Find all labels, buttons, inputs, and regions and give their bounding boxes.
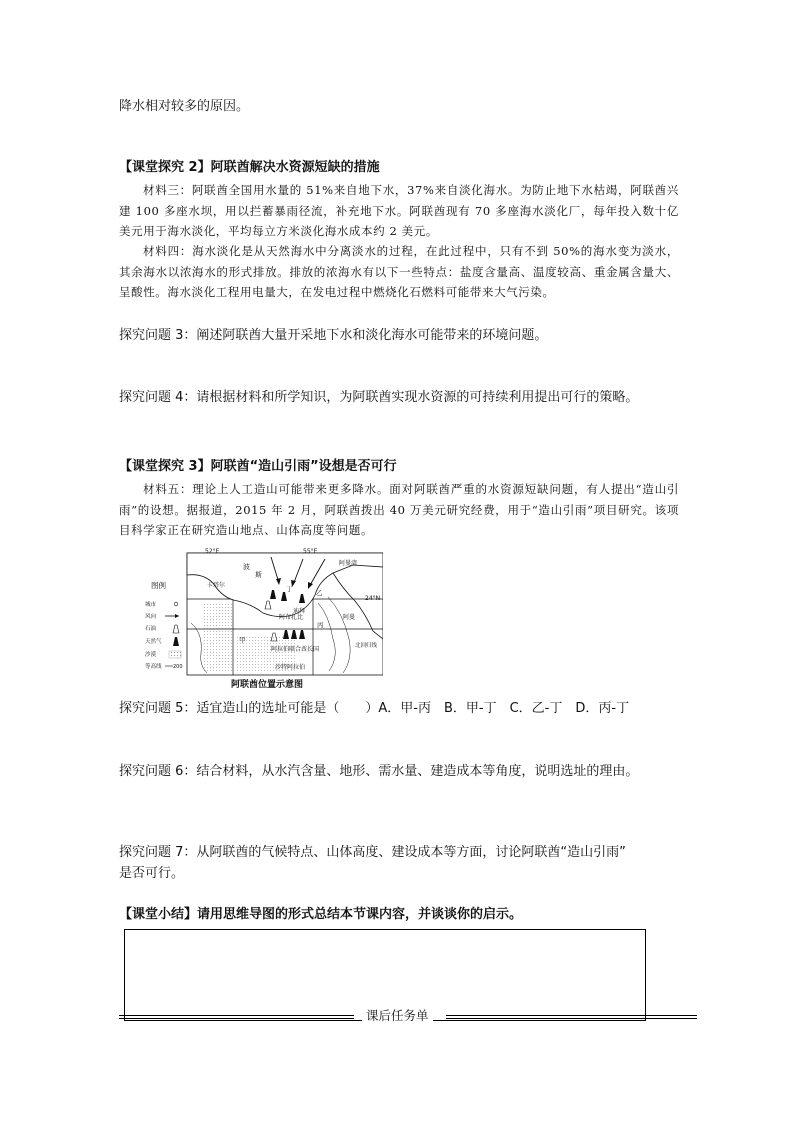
intro-tail-text: 降水相对较多的原因。 xyxy=(119,99,250,114)
uae-location-map xyxy=(143,543,383,690)
gulf-label-a: 波 xyxy=(243,563,250,571)
question-3: 探究问题 3：阐述阿联酋大量开采地下水和淡化海水可能带来的环境问题。 xyxy=(119,328,548,343)
legend-title: 图例 xyxy=(151,581,166,590)
summary-heading: 【课堂小结】请用思维导图的形式总结本节课内容，并谈谈你的启示。 xyxy=(119,907,523,922)
desert-symbol-icon xyxy=(169,651,181,658)
dubai-label: 迪拜 xyxy=(293,608,306,615)
abu-dhabi-label: 阿布扎比 xyxy=(279,614,304,621)
gulf-label-b: 斯 xyxy=(255,571,262,579)
lon2-label: 55°E xyxy=(303,548,318,555)
tropic-label: 北回归线 xyxy=(355,643,378,649)
uae-region-label: 阿拉伯联合酋长国 xyxy=(271,646,320,653)
legend-wind: 风向 xyxy=(145,614,157,620)
material3-text: 材料三：阿联酋全国用水量的 51%来自地下水，37%来自淡化海水。为防止地下水枯竭，阿联酋兴建 100 多座水坝，用以拦蓄暴雨径流，补充地下水。阿联酋现有 70 多座海水淡化厂，每年投入数十亿美元用于海水淡化，平均每立方米淡化海水成本约 2 美元。 xyxy=(119,183,679,238)
question-6: 探究问题 6：结合材料，从水汽含量、地形、需水量、建造成本等角度，说明选址的理由。 xyxy=(119,764,639,779)
section2-heading: 【课堂探究 2】阿联酋解决水资源短缺的措施 xyxy=(119,160,380,175)
legend-desert: 沙漠 xyxy=(145,652,157,658)
oman-gulf-label: 阿曼湾 xyxy=(339,560,358,567)
divider-left-line-2 xyxy=(119,1018,354,1019)
question-5: 探究问题 5：适宜造山的选址可能是（ ）A．甲-丙 B．甲-丁 C．乙-丁 D．丙-丁 xyxy=(119,701,630,716)
point-yi: 乙 xyxy=(316,589,323,597)
saudi-label: 沙特阿拉伯 xyxy=(275,664,306,671)
lon1-label: 52°E xyxy=(205,548,220,555)
lat-label: 24°N xyxy=(365,595,381,602)
material5-text: 材料五：理论上人工造山可能带来更多降水。面对阿联酋严重的水资源短缺问题，有人提出“造山引雨”的设想。据报道，2015 年 2 月，阿联酋拨出 40 万美元研究经费，用于“造山引雨”项目研究。该项目科学家正在研究造山地点、山体高度等问题。 xyxy=(119,482,679,537)
material4-text: 材料四：海水淡化是从天然海水中分离淡水的过程，在此过程中，只有不到 50%的海水变为淡水，其余海水以浓海水的形式排放。排放的浓海水有以下一些特点：盐度含量高、温度较高、重金属含量大、呈酸性。海水淡化工程用电量大，在发电过程中燃烧化石燃料可能带来大气污染。 xyxy=(119,244,679,299)
legend-contour-value: 200 xyxy=(173,664,183,670)
point-jia: 甲 xyxy=(239,636,246,644)
map-body xyxy=(187,548,383,675)
question-7-line1: 探究问题 7：从阿联酋的气候特点、山体高度、建设成本等方面，讨论阿联酋“造山引雨” xyxy=(119,845,626,860)
legend-contour: 等高线 xyxy=(145,664,162,670)
divider-right-line xyxy=(446,1015,697,1016)
qatar-label: 卡塔尔 xyxy=(207,582,226,589)
divider-left-line xyxy=(119,1015,354,1016)
point-ding: 丁 xyxy=(286,585,293,593)
point-bing: 丙 xyxy=(317,621,324,629)
question-4: 探究问题 4：请根据材料和所学知识，为阿联酋实现水资源的可持续利用提出可行的策略。 xyxy=(119,390,639,405)
oman-label: 阿曼 xyxy=(343,614,356,621)
legend-city: 城市 xyxy=(145,602,157,608)
map-caption: 阿联酋位置示意图 xyxy=(231,680,304,690)
map-legend xyxy=(143,573,185,670)
legend-oil: 石油 xyxy=(145,626,157,632)
question-7-line2: 是否可行。 xyxy=(119,866,185,881)
divider-title: 课后任务单 xyxy=(362,1007,433,1025)
legend-gas: 天然气 xyxy=(145,639,162,645)
section3-heading: 【课堂探究 3】阿联酋“造山引雨”设想是否可行 xyxy=(119,459,397,474)
divider-right-line-2 xyxy=(446,1018,697,1019)
